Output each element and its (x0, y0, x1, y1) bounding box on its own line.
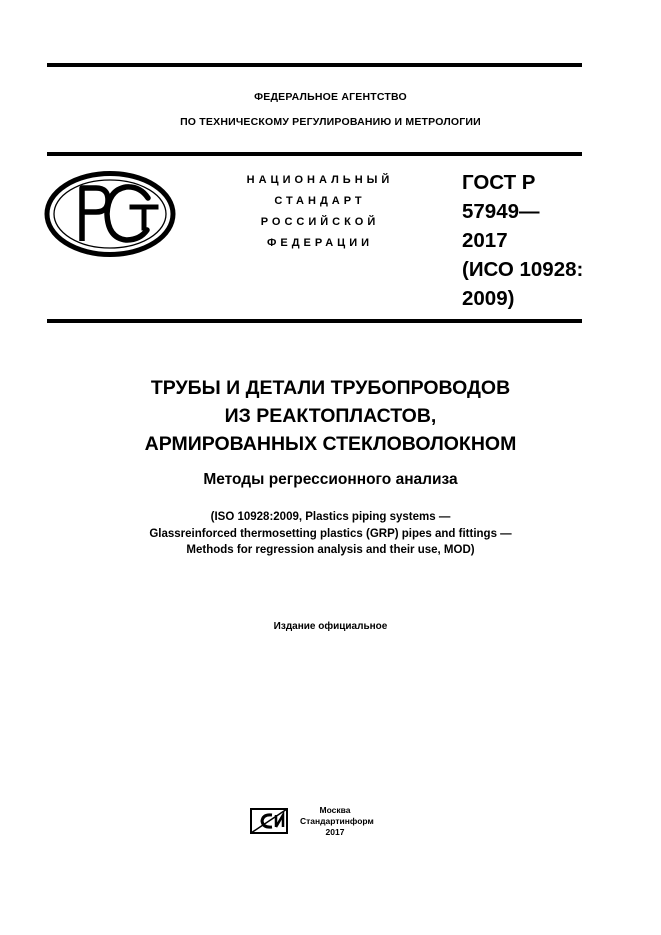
title-line-1: ТРУБЫ И ДЕТАЛИ ТРУБОПРОВОДОВ (150, 377, 511, 399)
standard-type-line-1: НАЦИОНАЛЬНЫЙ (246, 174, 394, 186)
standard-type-line-4: ФЕДЕРАЦИИ (266, 237, 374, 249)
document-title (0, 374, 661, 458)
designation-line-1: ГОСТ Р (462, 171, 536, 194)
agency-line-1: ФЕДЕРАЛЬНОЕ АГЕНТСТВО (254, 91, 407, 103)
publisher-logo (250, 808, 288, 834)
title-line-2: ИЗ РЕАКТОПЛАСТОВ, (224, 405, 437, 427)
iso-line-3: Methods for regression analysis and their use, MOD) (186, 544, 475, 556)
standard-type-line-3: РОССИЙСКОЙ (260, 216, 380, 228)
iso-line-1: (ISO 10928:2009, Plastics piping systems — (210, 511, 451, 523)
section-rule (47, 319, 582, 323)
designation-line-2: 57949— (462, 200, 540, 223)
header-rule (47, 152, 582, 156)
edition-label: Издание официальное (273, 621, 388, 632)
agency-line-2: ПО ТЕХНИЧЕСКОМУ РЕГУЛИРОВАНИЮ И МЕТРОЛОГИИ (180, 116, 481, 128)
publisher-city: Москва (319, 805, 351, 815)
iso-reference (0, 509, 661, 559)
document-subtitle: Методы регрессионного анализа (203, 471, 458, 488)
top-rule (47, 63, 582, 67)
publisher-logo-text: СИ (250, 808, 252, 809)
publisher-block (300, 805, 374, 838)
iso-line-2: Glassreinforced thermosetting plastics (GRP) pipes and fittings — (149, 527, 512, 540)
standartinform-logo-icon (250, 808, 288, 834)
rst-logo-icon (44, 170, 176, 258)
designation-line-4: (ИСО 10928: (462, 258, 584, 281)
standard-designation (462, 168, 602, 313)
publisher-name: Стандартинформ (300, 816, 374, 826)
title-line-3: АРМИРОВАННЫХ СТЕКЛОВОЛОКНОМ (144, 433, 517, 455)
gost-rst-logo (44, 170, 176, 258)
standard-type-line-2: СТАНДАРТ (274, 195, 366, 207)
logo-text: РСТ (44, 170, 46, 171)
designation-line-5: 2009) (462, 287, 515, 310)
publisher-year: 2017 (325, 827, 345, 837)
designation-line-3: 2017 (462, 229, 508, 252)
